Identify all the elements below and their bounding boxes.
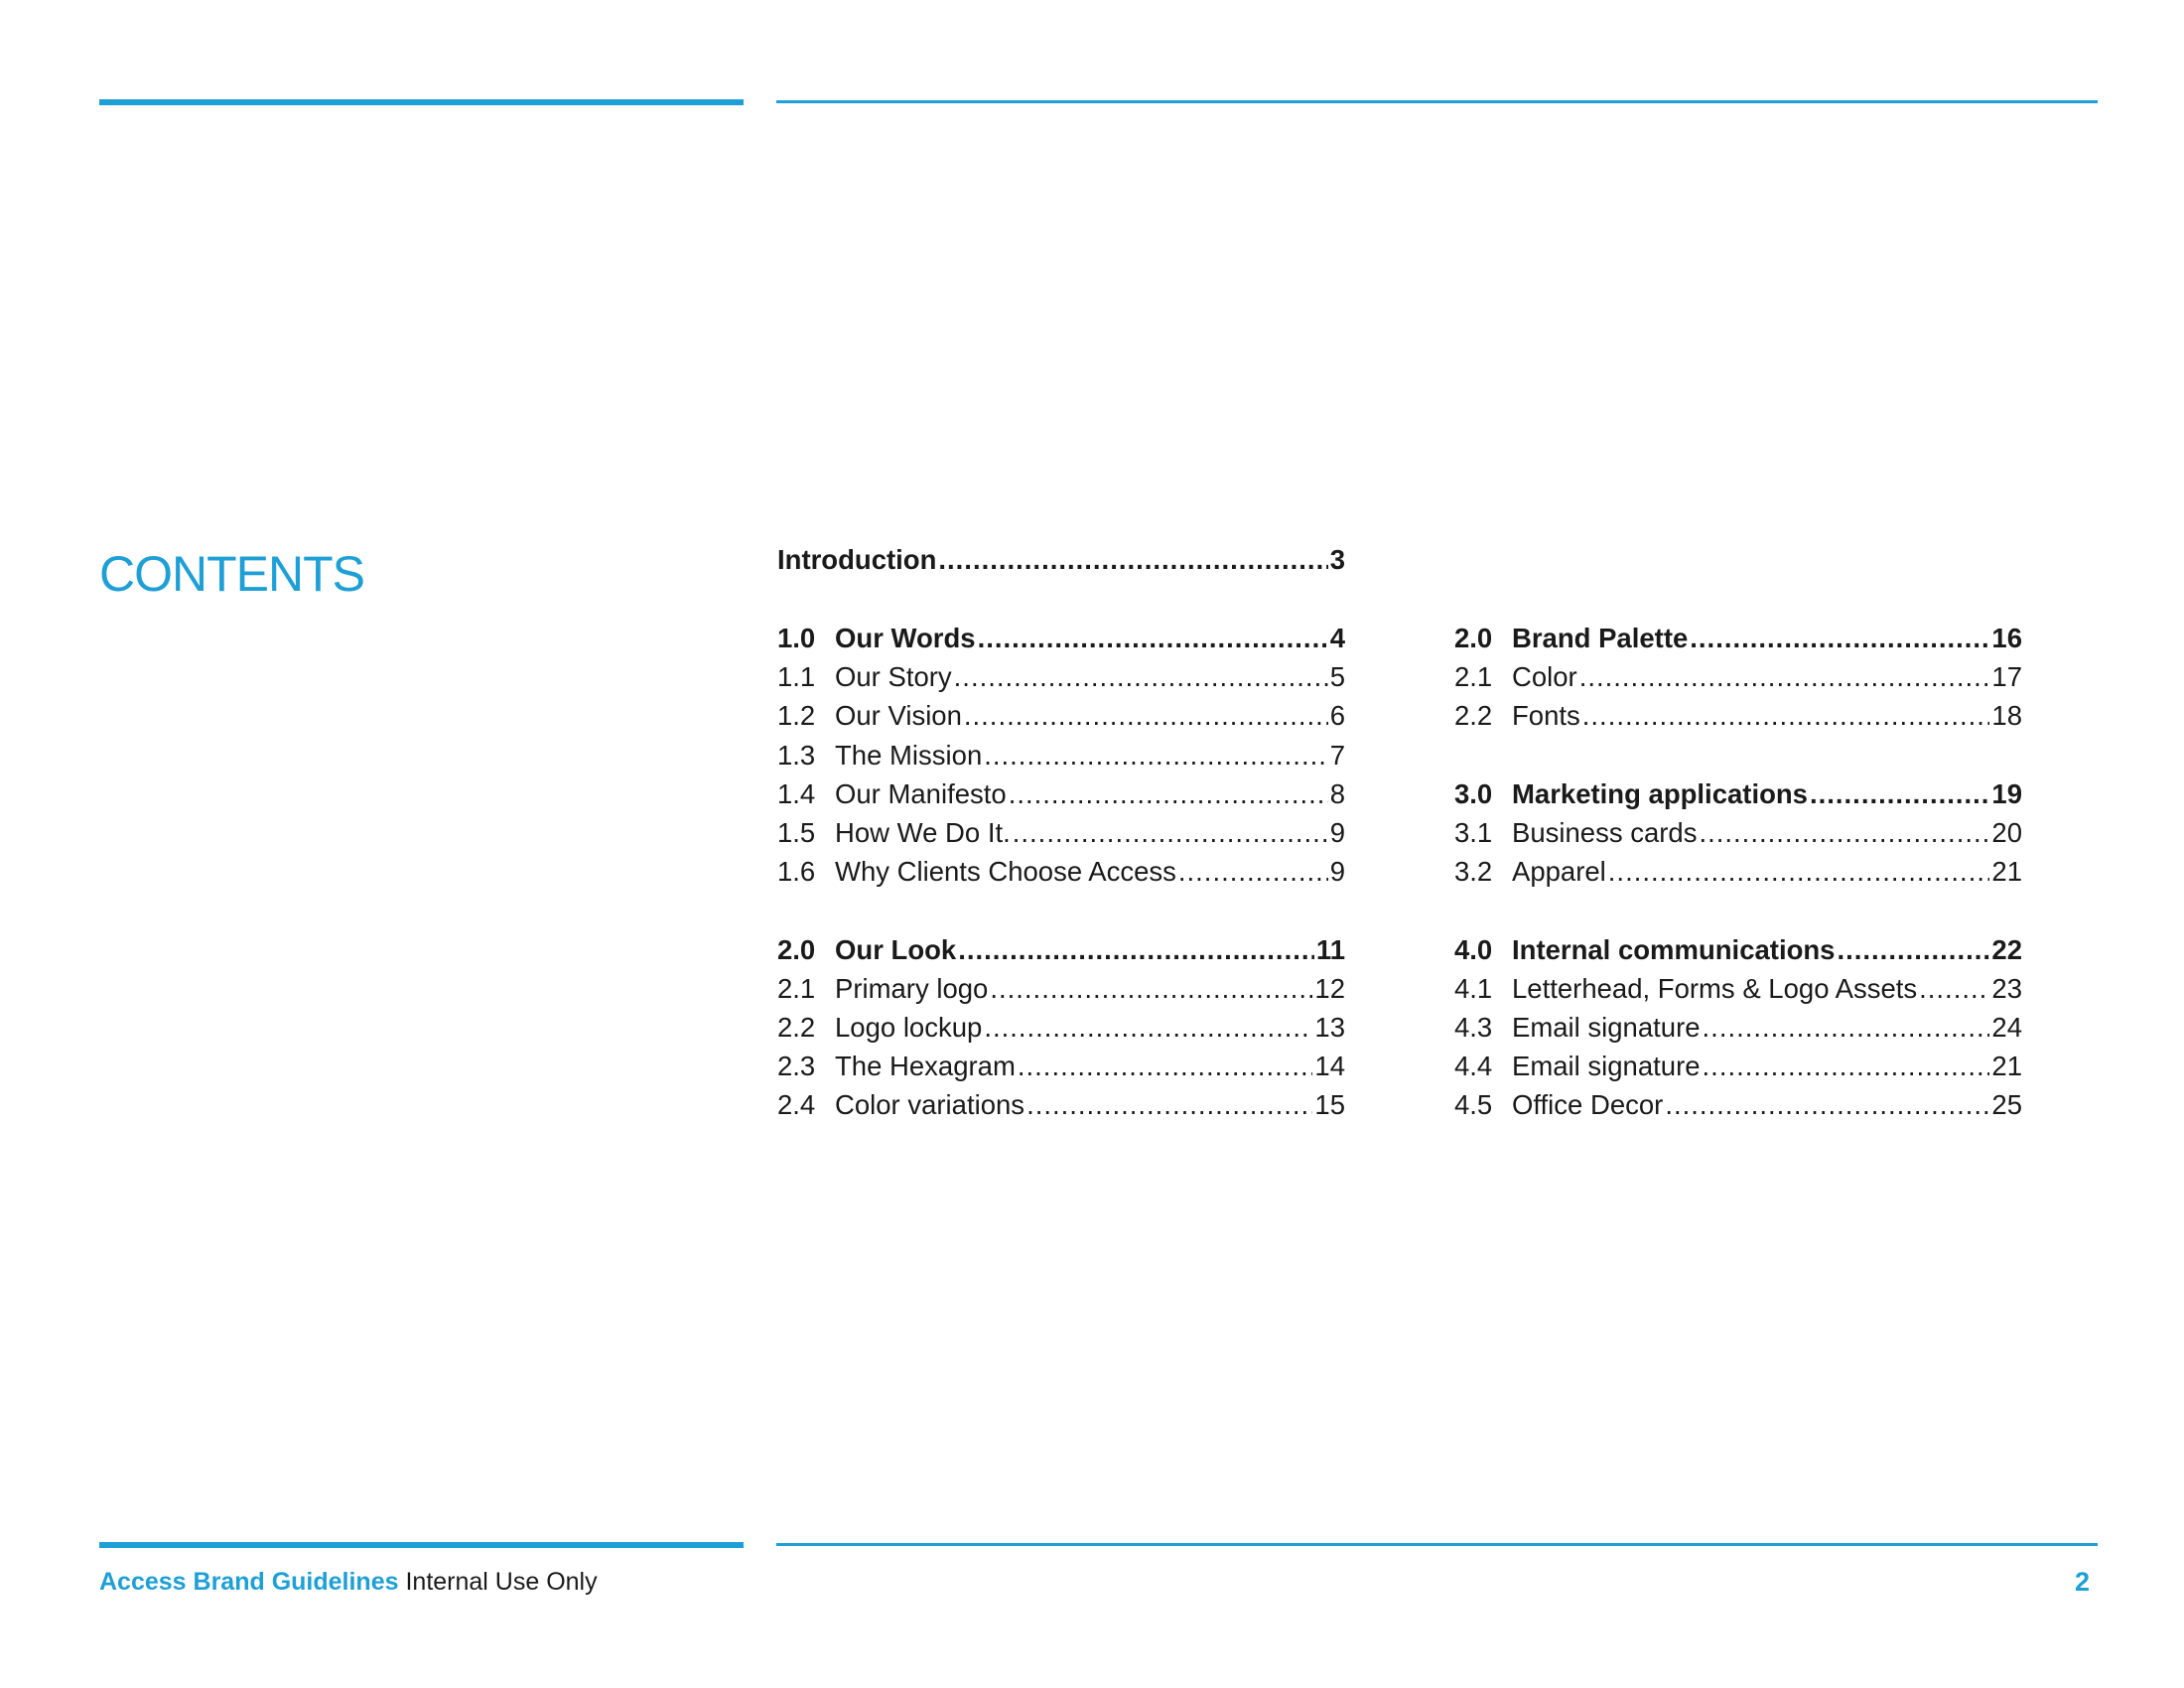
header-rule-left	[99, 99, 744, 105]
toc-entry-number: 3.0	[1454, 777, 1493, 809]
toc-leader-dots	[1919, 969, 1989, 1009]
toc-entry[interactable]	[1454, 813, 2022, 853]
footer-note: Internal Use Only	[405, 1568, 598, 1596]
toc-entry-page: 25	[1991, 1089, 2022, 1121]
toc-entry[interactable]	[777, 813, 1345, 853]
toc-leader-dots	[984, 736, 1327, 775]
toc-entry[interactable]	[777, 774, 1345, 814]
toc-leader-dots	[1018, 1047, 1313, 1086]
toc-entry[interactable]	[777, 1008, 1345, 1048]
toc-entry-number: 1.6	[777, 856, 816, 888]
toc-entry-page: 16	[1991, 623, 2022, 653]
toc-entry-label: Fonts	[1512, 700, 1580, 732]
toc-leader-dots	[978, 619, 1328, 658]
toc-entry-label: Marketing applications	[1512, 777, 1808, 809]
toc-entry-label: Our Vision	[835, 700, 962, 732]
toc-entry-label: The Hexagram	[835, 1051, 1016, 1082]
toc-entry[interactable]	[1454, 774, 2022, 814]
toc-entry-page: 13	[1314, 1012, 1345, 1043]
toc-entry[interactable]	[777, 1047, 1345, 1086]
toc-entry-page: 17	[1991, 661, 2022, 693]
toc-entry[interactable]	[1454, 1085, 2022, 1125]
toc-entry-number: 4.1	[1454, 972, 1493, 1004]
toc-entry-label: Our Look	[835, 933, 957, 965]
toc-entry-label: Primary logo	[835, 972, 989, 1004]
toc-entry-label: Logo lockup	[835, 1012, 983, 1043]
toc-leader-dots	[1699, 813, 1989, 853]
toc-entry-label: Apparel	[1512, 856, 1606, 888]
toc-entry[interactable]	[1454, 657, 2022, 697]
toc-entry-page: 24	[1991, 1012, 2022, 1043]
toc-entry-label: Email signature	[1512, 1051, 1701, 1082]
toc-entry-page: 4	[1329, 623, 1345, 653]
toc-entry-label: Internal communications	[1512, 933, 1836, 965]
header-rule-right	[776, 100, 2098, 103]
toc-entry-label: Our Manifesto	[835, 777, 1007, 809]
toc-entry-page: 23	[1991, 972, 2022, 1004]
toc-entry-label: Color variations	[835, 1089, 1025, 1121]
toc-leader-dots	[1579, 657, 1990, 697]
toc-entry-label: Office Decor	[1512, 1089, 1664, 1121]
toc-entry[interactable]	[777, 1085, 1345, 1125]
toc-entry-label: Our Story	[835, 661, 952, 693]
toc-entry-page: 6	[1329, 700, 1345, 732]
toc-entry[interactable]	[1454, 930, 2022, 970]
toc-entry-page: 11	[1315, 933, 1345, 965]
toc-leader-dots	[1837, 930, 1989, 970]
toc-leader-dots	[964, 696, 1328, 736]
toc-entry-page: 15	[1314, 1089, 1345, 1121]
toc-entry-number: 2.3	[777, 1051, 816, 1082]
toc-entry-page: 12	[1314, 972, 1345, 1004]
toc-entry-number: 3.1	[1454, 817, 1493, 848]
toc-entry[interactable]	[1454, 619, 2022, 658]
toc-entry-label: Business cards	[1512, 817, 1698, 848]
toc-entry-page: 21	[1991, 856, 2022, 888]
toc-entry-number: 1.0	[777, 623, 816, 653]
toc-entry-number: 4.3	[1454, 1012, 1493, 1043]
toc-entry-number: 3.2	[1454, 856, 1493, 888]
footer-rule-right	[776, 1543, 2098, 1546]
toc-leader-dots	[990, 969, 1312, 1009]
toc-entry-number: 2.2	[1454, 700, 1493, 732]
toc-entry-number: 2.1	[777, 972, 816, 1004]
toc-leader-dots	[1810, 774, 1989, 814]
footer-brand-name: Access Brand Guidelines	[99, 1568, 399, 1596]
toc-entry-number: 1.5	[777, 817, 816, 848]
toc-leader-dots	[984, 1008, 1312, 1048]
toc-entry-number: 2.4	[777, 1089, 816, 1121]
toc-entry-number: 4.4	[1454, 1051, 1493, 1082]
toc-entry-page: 9	[1329, 817, 1345, 848]
toc-entry[interactable]	[1454, 852, 2022, 892]
toc-entry-label: How We Do It.	[835, 817, 1011, 848]
toc-entry[interactable]	[1454, 1008, 2022, 1048]
toc-leader-dots	[1013, 813, 1328, 853]
toc-leader-dots	[1582, 696, 1990, 736]
toc-entry-number: 4.5	[1454, 1089, 1493, 1121]
toc-leader-dots	[1703, 1047, 1990, 1086]
toc-entry-page: 7	[1329, 739, 1345, 771]
toc-leader-dots	[1703, 1008, 1990, 1048]
toc-entry-page: 3	[1329, 544, 1345, 575]
toc-entry-number: 2.0	[777, 933, 816, 965]
toc-leader-dots	[1178, 852, 1328, 892]
toc-leader-dots	[1009, 774, 1328, 814]
toc-leader-dots	[1608, 852, 1990, 892]
toc-leader-dots	[958, 930, 1314, 970]
toc-entry[interactable]	[777, 969, 1345, 1009]
footer-brand-line	[99, 1564, 598, 1600]
toc-entry-page: 19	[1991, 777, 2022, 809]
toc-entry-page: 5	[1329, 661, 1345, 693]
toc-leader-dots	[1665, 1085, 1989, 1125]
toc-entry-label: The Mission	[835, 739, 983, 771]
toc-entry[interactable]	[777, 852, 1345, 892]
toc-leader-dots	[938, 540, 1327, 580]
toc-entry-number: 4.0	[1454, 933, 1493, 965]
toc-entry[interactable]	[1454, 969, 2022, 1009]
toc-leader-dots	[1690, 619, 1989, 658]
toc-entry-page: 18	[1991, 700, 2022, 732]
toc-entry-number: 2.1	[1454, 661, 1493, 693]
page-title: CONTENTS	[99, 546, 364, 602]
toc-entry-label: Brand Palette	[1512, 623, 1689, 653]
toc-entry-introduction[interactable]	[777, 540, 1345, 580]
toc-entry-page: 9	[1329, 856, 1345, 888]
toc-leader-dots	[954, 657, 1328, 697]
toc-entry-page: 21	[1991, 1051, 2022, 1082]
toc-leader-dots	[1026, 1085, 1312, 1125]
toc-entry-number: 1.2	[777, 700, 816, 732]
toc-entry-page: 14	[1314, 1051, 1345, 1082]
toc-entry-label: Why Clients Choose Access	[835, 856, 1176, 888]
toc-entry-label: Email signature	[1512, 1012, 1701, 1043]
footer-page-number: 2	[2074, 1567, 2090, 1597]
toc-entry-page: 8	[1329, 777, 1345, 809]
toc-entry[interactable]	[777, 619, 1345, 658]
toc-entry-label: Introduction	[777, 544, 937, 575]
toc-entry[interactable]	[777, 696, 1345, 736]
footer-rule-left	[99, 1542, 744, 1548]
toc-entry[interactable]	[777, 736, 1345, 775]
toc-entry-label: Our Words	[835, 623, 976, 653]
toc-entry-label: Color	[1512, 661, 1577, 693]
toc-entry-page: 20	[1991, 817, 2022, 848]
toc-entry[interactable]	[777, 657, 1345, 697]
toc-entry[interactable]	[777, 930, 1345, 970]
toc-entry-number: 1.4	[777, 777, 816, 809]
toc-entry-number: 2.2	[777, 1012, 816, 1043]
toc-entry[interactable]	[1454, 696, 2022, 736]
toc-entry-number: 1.3	[777, 739, 816, 771]
toc-entry-number: 1.1	[777, 661, 816, 693]
toc-entry-label: Letterhead, Forms & Logo Assets	[1512, 972, 1918, 1004]
toc-entry-number: 2.0	[1454, 623, 1493, 653]
toc-entry[interactable]	[1454, 1047, 2022, 1086]
toc-entry-page: 22	[1991, 933, 2022, 965]
